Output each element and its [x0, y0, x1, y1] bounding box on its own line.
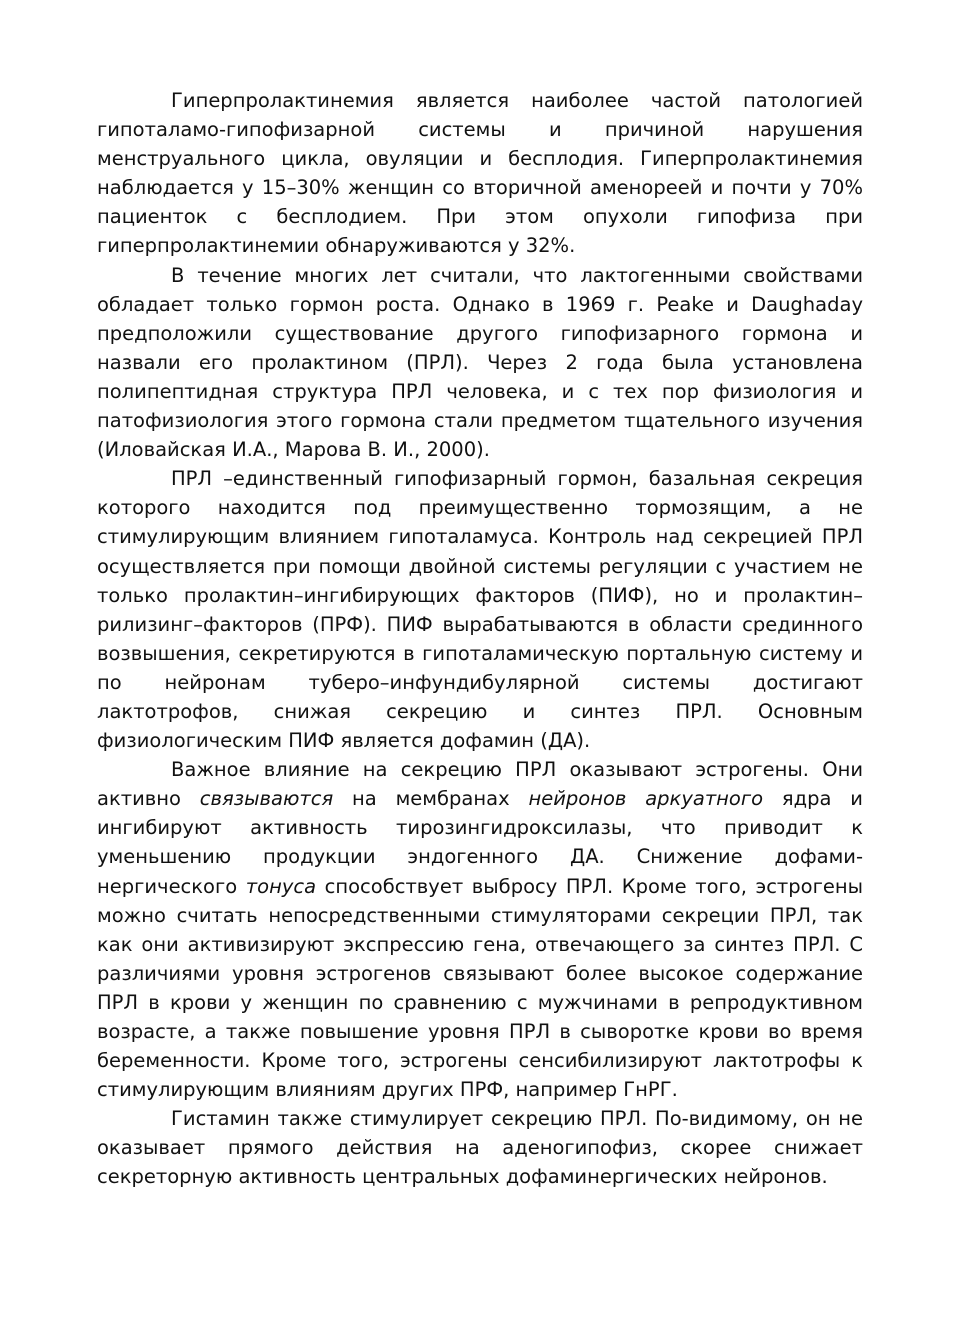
paragraph-2	[97, 261, 863, 465]
paragraph-text: Гиперпролактинемия является наиболее частой патологией гипоталамо-гипофизарной системы и причиной нарушения менструального цикла, овуляции и бесплодия. Гиперпролактинемия наблюдается у 15–30% женщин со вторичной аменореей и почти у 70% пациенток с бесплодием. При этом опухоли гипофиза при гиперпролактинемии обнаруживаются у 32%.	[97, 89, 863, 258]
paragraph-1	[97, 86, 863, 261]
paragraph-text: способствует выбросу ПРЛ. Кроме того, эстрогены можно считать непосредственными стимуляторами секреции ПРЛ, так как они активизируют экспрессию гена, отвечающего за синтез ПРЛ. С различиями уровня эстрогенов связывают более высокое содержание ПРЛ в крови у женщин по сравнению с мужчинами в репродуктивном возрасте, а также повышение уровня ПРЛ в сыворотке крови во время беременности. Кроме того, эстрогены сенсибилизируют лактотрофы к стимулирующим влияниям других ПРФ, например ГнРГ.	[97, 874, 863, 1102]
paragraph-text: В течение многих лет считали, что лактогенными свойствами обладает только гормон роста. Однако в 1969 г. Peake и Daughaday предположили существование другого гипофизарного гормона и назвали его пролактином (ПРЛ). Через 2 года была установлена полипептидная структура ПРЛ человека, и с тех пор физиология и патофизиология этого гормона стали предметом тщательного изучения (Иловайская И.А., Марова В. И., 2000).	[97, 263, 863, 462]
italic-term: связываются	[199, 787, 334, 811]
paragraph-text: ПРЛ –единственный гипофизарный гормон, базальная секреция которого находится под преимущественно тормозящим, а не стимулирующим влиянием гипоталамуса. Контроль над секрецией ПРЛ осуществляется при помощи двойной системы регуляции с участием не только пролактин–ингибирующих факторов (ПИФ), но и пролактин–рилизинг–факторов (ПРФ). ПИФ вырабатываются в области срединного возвышения, секретируются в гипоталамическую портальную систему и по нейронам туберо–инфундибулярной системы достигают лактотрофов, снижая секрецию и синтез ПРЛ. Основным физиологическим ПИФ является дофамин (ДА).	[97, 467, 863, 753]
document-page	[97, 86, 863, 1192]
paragraph-text: Важное влияние на секрецию ПРЛ оказывают эстрогены. Они активно	[97, 758, 863, 811]
paragraph-text: ядра и ингибируют активность тирозингидроксилазы, что приводит к уменьшению продукции эндогенного ДА. Снижение дофаминергического	[97, 787, 863, 898]
paragraph-text: Гистамин также стимулирует секрецию ПРЛ. По-видимому, он не оказывает прямого действия на аденогипофиз, скорее снижает секреторную активность центральных дофаминергических нейронов.	[97, 1107, 863, 1189]
paragraph-3	[97, 464, 863, 755]
italic-term: нейронов аркуатного	[528, 787, 764, 811]
paragraph-4	[97, 755, 863, 1104]
paragraph-5	[97, 1104, 863, 1191]
italic-term: тонуса	[245, 874, 317, 898]
paragraph-text: на мембранах	[333, 787, 529, 811]
